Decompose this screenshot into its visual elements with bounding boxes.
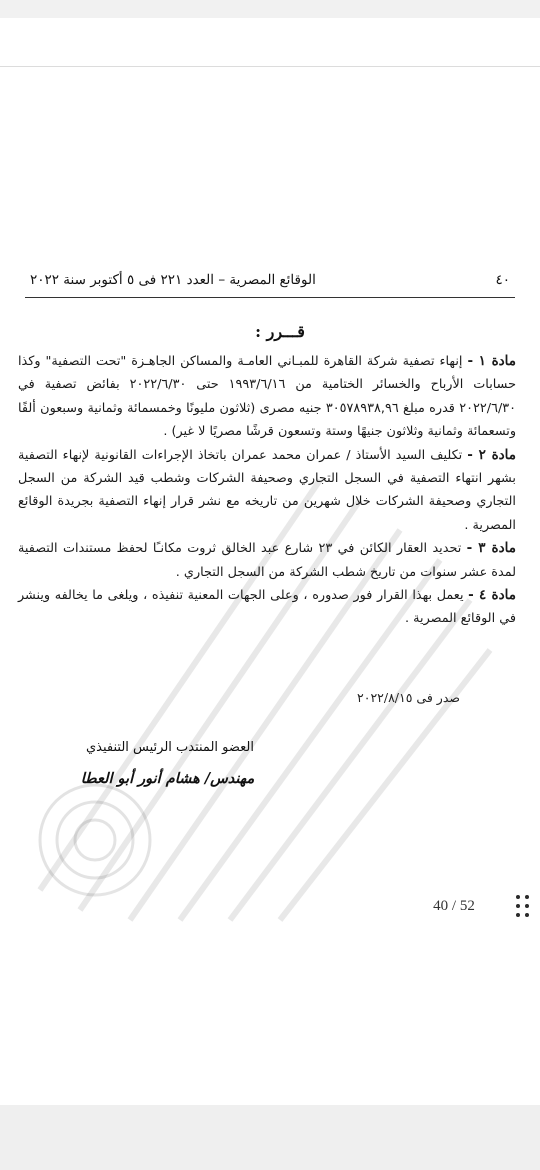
article-label: مادة ١ -: [467, 353, 516, 369]
issued-date: صدر فى ٢٠٢٢/٨/١٥: [357, 690, 460, 705]
decision-body: [18, 350, 516, 631]
article-text: تكليف السيد الأستاذ / عمران محمد عمران باتخاذ الإجراءات القانونية لإنهاء التصفية بشهر انتهاء التصفية في السجل التجاري وصحيفة الشركات وشطب قيد الشركة من السجل التجاري وصحيفة الشركات خلال شهرين من تاريخه مع نشر قرار إنهاء التصفية بجريدة الوقائع المصرية .: [18, 447, 516, 533]
signature-name: مهندس/ هشام أنور أبو العطا: [80, 770, 255, 787]
article-2: [18, 444, 516, 538]
toolbar-divider: [0, 66, 540, 67]
article-label: مادة ٢ -: [467, 446, 516, 463]
grid-dots-icon[interactable]: [514, 892, 534, 922]
article-3: [18, 537, 516, 584]
gazette-header-title: الوقائع المصرية – العدد ٢٢١ فى ٥ أكتوبر سنة ٢٠٢٢: [30, 272, 316, 288]
article-1: [18, 350, 516, 444]
article-text: يعمل بهذا القرار فور صدوره ، وعلى الجهات المعنية تنفيذه ، ويلغى ما يخالفه وينشر في الوقائع المصرية .: [18, 588, 516, 627]
article-text: إنهاء تصفية شركة القاهرة للمبـاني العامـة والمساكن الجاهـزة "تحت التصفية" وكذا حسابات الأرباح والخسائر الختامية من ١٩٩٣/٦/١٦ حتى ٢٠٢٢/٦/٣٠ بفائض تصفية في ٢٠٢٢/٦/٣٠ قدره مبلغ ٣٠٥٧٨٩٣٨,٩٦ جنيه مصرى (ثلاثون مليونًا وخمسمائة وثمانية وسبعون ألفًا وتسعمائة وثمانية وثلاثون جنيهًا وستة وتسعون قرشًا مصريًا لا غير) .: [18, 354, 517, 440]
browser-top-bar: [0, 0, 540, 18]
bottom-system-bar: [0, 1105, 540, 1170]
page-number: ٤٠: [495, 272, 510, 288]
page-indicator[interactable]: 40 / 52: [418, 893, 490, 919]
article-label: مادة ٣ -: [466, 540, 516, 557]
header-rule: [25, 297, 515, 298]
article-text: تحديد العقار الكائن في ٢٣ شارع عبد الخالق ثروت مكانـًا لحفظ مستندات التصفية لمدة عشر سنوات من تاريخ شطب الشركة من السجل التجاري .: [18, 541, 516, 580]
article-label: مادة ٤ -: [468, 587, 516, 604]
signature-role: العضو المنتدب الرئيس التنفيذي: [85, 740, 254, 755]
article-4: [18, 584, 516, 631]
decision-title: قـــرر :: [255, 322, 305, 341]
page-header: [30, 270, 510, 294]
